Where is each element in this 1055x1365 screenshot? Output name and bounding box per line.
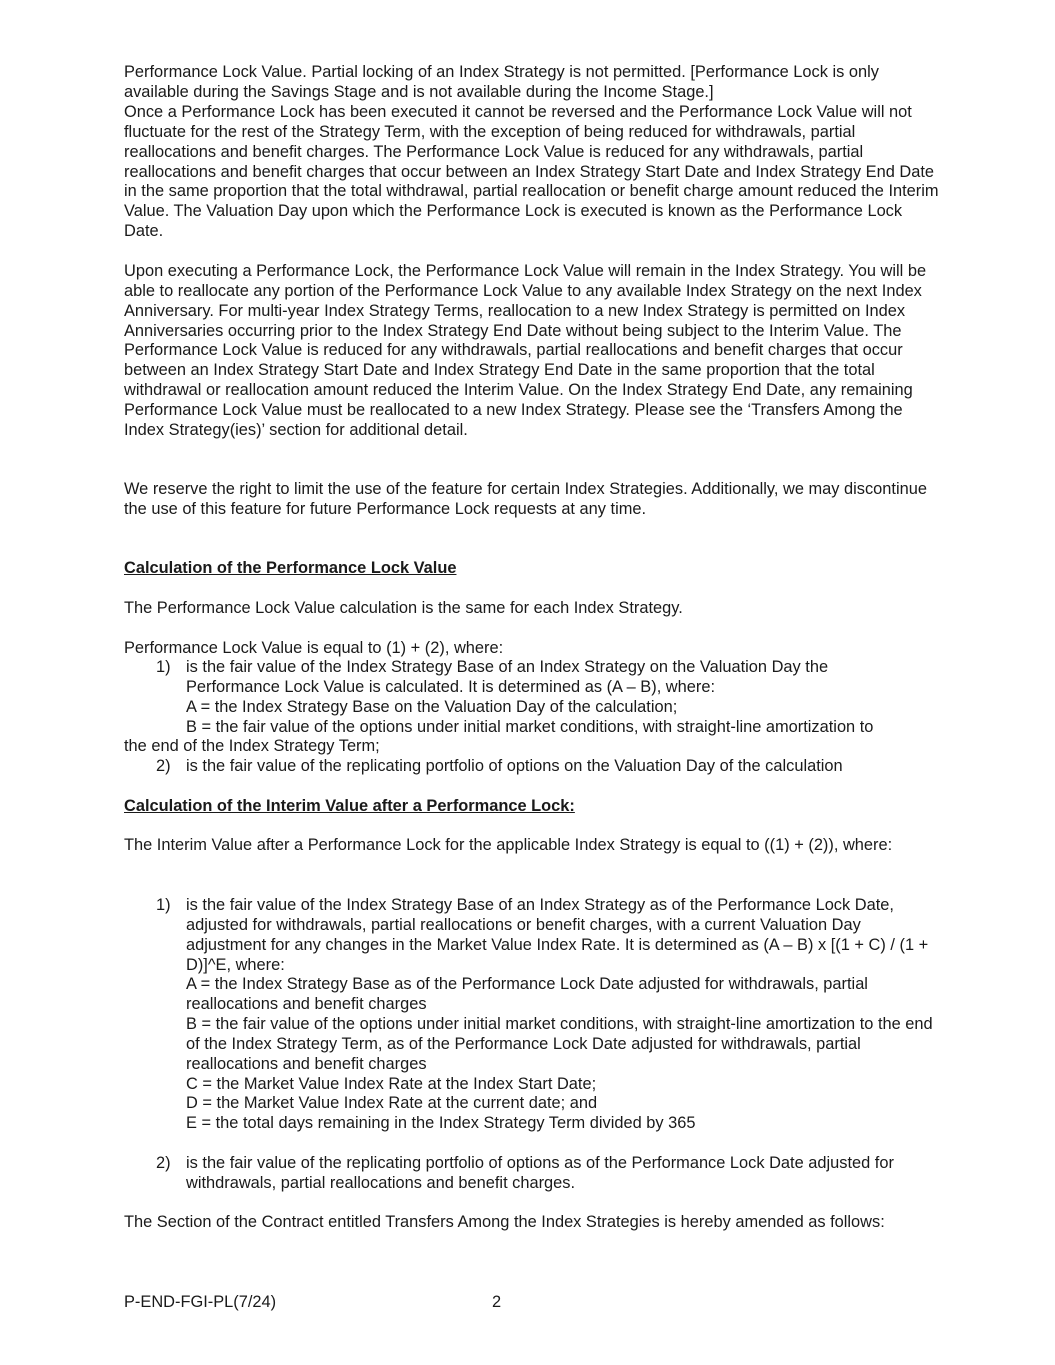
paragraph-partial-locking: Performance Lock Value. Partial locking of an Index Strategy is not permitted. [Performance Lock is only available during the Savings Stage and is not available during the Income Stage.]	[124, 63, 879, 101]
list-text: is the fair value of the Index Strategy Base of an Index Strategy as of the Performance Lock Date, adjusted for withdrawals, partial reallocations or benefit charges, with a current Valuation Day adjustment for any changes in the Market Value Index Rate. It is determined as (A – B) x [(1 + C) / (1 + D)]^E, where:	[186, 896, 929, 974]
list-item-1	[124, 896, 939, 1134]
definition-b-continuation: the end of the Index Strategy Term;	[124, 737, 380, 755]
footer-form-id: P-END-FGI-PL(7/24)	[124, 1293, 277, 1311]
list-number: 1)	[156, 896, 171, 914]
list-text: is the fair value of the replicating portfolio of options as of the Performance Lock Date adjusted for withdrawals, partial reallocations and benefit charges.	[186, 1154, 894, 1192]
definition-d: D = the Market Value Index Rate at the current date; and	[186, 1094, 598, 1113]
paragraph-reallocation: Upon executing a Performance Lock, the Performance Lock Value will remain in the Index Strategy. You will be able to reallocate any portion of the Performance Lock Value to any available Index Strategy on the next Index Anniversary. For multi-year Index Strategy Terms, reallocation to a new Index Strategy is permitted on Index Anniversaries occurring prior to the Index Strategy End Date without being subject to the Interim Value. The Performance Lock Value is reduced for any withdrawals, partial reallocations and benefit charges that occur between an Index Strategy Start Date and Index Strategy End Date in the same proportion that the total withdrawal or reallocation amount reduced the Interim Value. On the Index Strategy End Date, any remaining Performance Lock Value must be reallocated to a new Index Strategy. Please see the ‘Transfers Among the Index Strategy(ies)’ section for additional detail.	[124, 262, 927, 439]
definition-b: B = the fair value of the options under initial market conditions, with straight-line amortization to the end of the Index Strategy Term, as of the Performance Lock Date adjusted for withdrawals, partial reallocations and benefit charges	[186, 1015, 933, 1073]
definition-b: B = the fair value of the options under initial market conditions, with straight-line amortization to	[186, 717, 874, 736]
definition-a: A = the Index Strategy Base as of the Performance Lock Date adjusted for withdrawals, partial reallocations and benefit charges	[186, 975, 868, 1014]
definition-c: C = the Market Value Index Rate at the Index Start Date;	[186, 1074, 597, 1093]
list-item-1	[124, 658, 939, 737]
definition-e: E = the total days remaining in the Index Strategy Term divided by 365	[186, 1114, 696, 1133]
list-number: 1)	[156, 658, 171, 676]
paragraph-calculation-same: The Performance Lock Value calculation is the same for each Index Strategy.	[124, 599, 683, 617]
list-number: 2)	[156, 757, 171, 775]
heading-performance-lock-value: Calculation of the Performance Lock Value	[124, 559, 457, 577]
list-text-line: is the fair value of the replicating portfolio of options on the Valuation Day of the calculation	[186, 757, 843, 775]
list-number: 2)	[156, 1154, 171, 1172]
list-item-2	[124, 1154, 939, 1194]
list-text-line: Performance Lock Value is calculated. It is determined as (A – B), where:	[186, 677, 715, 696]
heading-interim-value: Calculation of the Interim Value after a Performance Lock:	[124, 797, 575, 815]
footer-page-number: 2	[492, 1293, 502, 1311]
paragraph-lock-irreversible: Once a Performance Lock has been executed it cannot be reversed and the Performance Lock Value will not fluctuate for the rest of the Strategy Term, with the exception of being reduced for withdrawals, partial reallocations and benefit charges. The Performance Lock Value is reduced for any withdrawals, partial reallocations and benefit charges that occur between an Index Strategy Start Date and Index Strategy End Date in the same proportion that the total withdrawal, partial reallocation or benefit charge amount reduced the Interim Value. The Valuation Day upon which the Performance Lock is executed is known as the Performance Lock Date.	[124, 103, 939, 241]
paragraph-reserve-right: We reserve the right to limit the use of the feature for certain Index Strategies. Additionally, we may discontinue the use of this feature for future Performance Lock requests at any time.	[124, 480, 927, 518]
list-item-2	[124, 757, 939, 777]
paragraph-interim-intro: The Interim Value after a Performance Lock for the applicable Index Strategy is equal to ((1) + (2)), where:	[124, 836, 893, 854]
list-text-line: is the fair value of the Index Strategy Base of an Index Strategy on the Valuation Day the	[186, 658, 829, 676]
definition-a: A = the Index Strategy Base on the Valuation Day of the calculation;	[186, 697, 678, 716]
paragraph-closing: The Section of the Contract entitled Transfers Among the Index Strategies is hereby amended as follows:	[124, 1213, 885, 1231]
paragraph-formula-intro: Performance Lock Value is equal to (1) + (2), where:	[124, 639, 504, 657]
